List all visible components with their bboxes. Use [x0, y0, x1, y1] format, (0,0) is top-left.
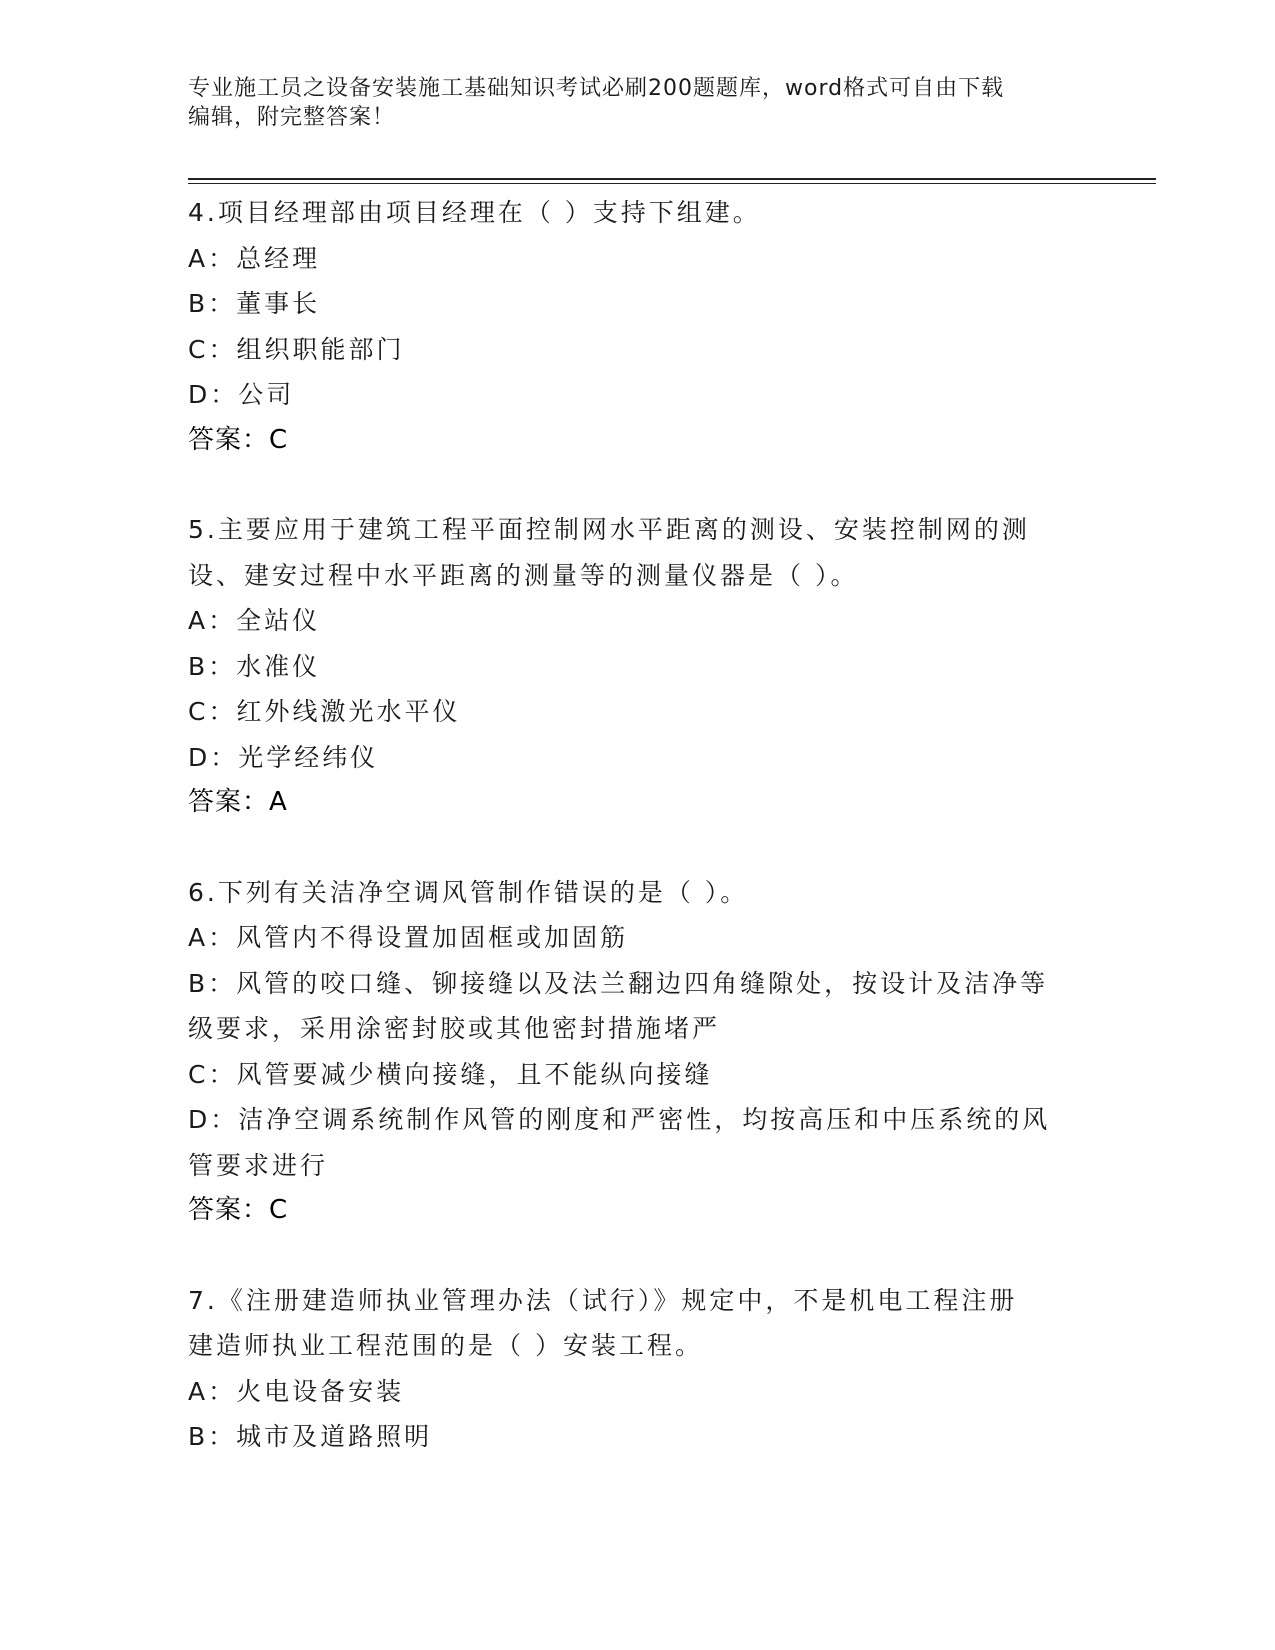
answer-label: 答案：A — [188, 787, 288, 817]
header-line-1: 专业施工员之设备安装施工基础知识考试必刷200题题库，word格式可自由下载 — [188, 76, 1005, 101]
option-d: D：光学经纬仪 — [188, 742, 379, 772]
question-list — [188, 190, 1088, 1504]
option-d: D：公司 — [188, 380, 295, 409]
option-a: A：风管内不得设置加固框或加固筋 — [188, 923, 629, 952]
question-stem: 5.主要应用于建筑工程平面控制网水平距离的测设、安装控制网的测 — [188, 515, 1030, 544]
question-7 — [188, 1278, 1088, 1460]
option-a: A：全站仪 — [188, 606, 321, 635]
answer-label: 答案：C — [188, 1195, 289, 1225]
header-divider — [188, 178, 1156, 184]
question-stem-continued: 设、建安过程中水平距离的测量等的测量仪器是（ ）。 — [188, 560, 859, 590]
question-stem: 7.《注册建造师执业管理办法（试行）》规定中，不是机电工程注册 — [188, 1285, 1018, 1315]
option-b: B：城市及道路照明 — [188, 1422, 433, 1451]
option-d: D：洁净空调系统制作风管的刚度和严密性，均按高压和中压系统的风 — [188, 1105, 1051, 1134]
question-4 — [188, 190, 1088, 463]
option-c: C：风管要减少横向接缝，且不能纵向接缝 — [188, 1059, 713, 1089]
document-header — [188, 74, 1068, 132]
option-d-continued: 管要求进行 — [188, 1150, 329, 1180]
question-stem: 4.项目经理部由项目经理在（ ）支持下组建。 — [188, 198, 761, 227]
question-6 — [188, 870, 1088, 1234]
option-b: B：风管的咬口缝、铆接缝以及法兰翻边四角缝隙处，按设计及洁净等 — [188, 968, 1049, 998]
header-line-2: 编辑，附完整答案！ — [188, 105, 396, 130]
answer-label: 答案：C — [188, 424, 289, 455]
option-b-continued: 级要求，采用涂密封胶或其他密封措施堵严 — [188, 1014, 721, 1043]
question-stem-continued: 建造师执业工程范围的是（ ）安装工程。 — [188, 1331, 703, 1360]
option-b: B：水准仪 — [188, 651, 321, 681]
question-stem: 6.下列有关洁净空调风管制作错误的是（ ）。 — [188, 877, 749, 907]
option-c: C：红外线激光水平仪 — [188, 697, 461, 726]
question-5 — [188, 507, 1088, 826]
option-b: B：董事长 — [188, 289, 321, 318]
option-a: A：火电设备安装 — [188, 1376, 405, 1406]
option-c: C：组织职能部门 — [188, 334, 405, 364]
option-a: A：总经理 — [188, 243, 321, 273]
